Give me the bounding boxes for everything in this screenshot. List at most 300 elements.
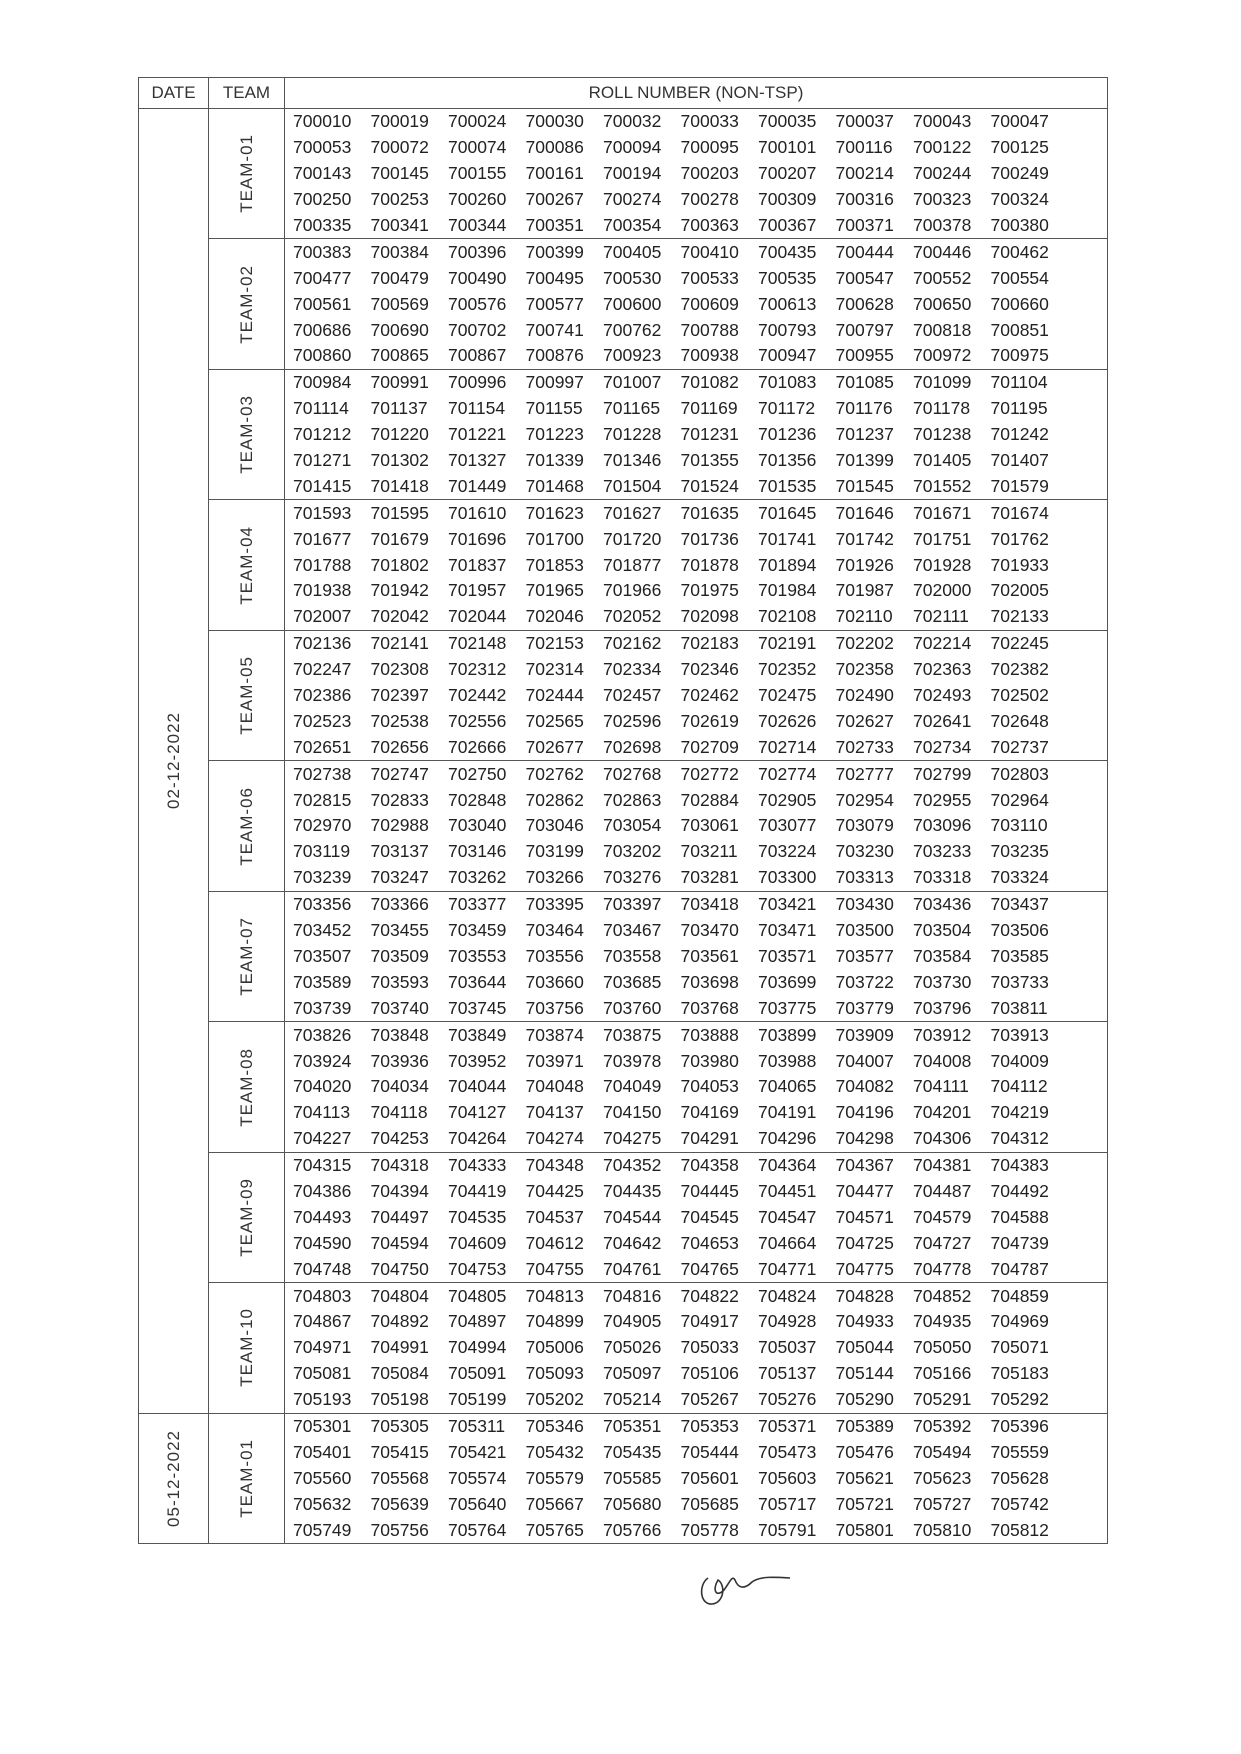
roll-number: 704497 xyxy=(370,1206,429,1227)
roll-number: 704367 xyxy=(835,1155,894,1176)
roll-number: 705435 xyxy=(603,1441,662,1462)
team-label: TEAM-01 xyxy=(236,134,256,214)
roll-number: 703110 xyxy=(990,815,1048,836)
roll-number-row xyxy=(285,891,1108,917)
team-cell xyxy=(209,1413,285,1543)
roll-number: 705091 xyxy=(448,1363,507,1384)
roll-number: 703366 xyxy=(370,894,429,915)
roll-number: 705290 xyxy=(835,1389,894,1410)
roll-number: 703796 xyxy=(913,997,972,1018)
roll-number: 705585 xyxy=(603,1467,662,1488)
roll-number: 703262 xyxy=(448,867,507,888)
table-row xyxy=(139,448,1108,474)
roll-number-row xyxy=(285,1179,1108,1205)
roll-number: 700384 xyxy=(370,241,429,262)
table-row xyxy=(139,1204,1108,1230)
roll-number: 703589 xyxy=(293,971,352,992)
roll-number: 703230 xyxy=(835,841,894,862)
table-row xyxy=(139,1283,1108,1309)
team-label: TEAM-06 xyxy=(236,786,256,866)
roll-number: 700477 xyxy=(293,267,352,288)
roll-number: 704537 xyxy=(525,1206,584,1227)
roll-number: 700116 xyxy=(835,137,893,158)
roll-number: 705050 xyxy=(913,1337,972,1358)
roll-number: 702000 xyxy=(913,580,972,601)
roll-number: 705494 xyxy=(913,1441,972,1462)
roll-number: 705560 xyxy=(293,1467,352,1488)
roll-number: 700552 xyxy=(913,267,972,288)
roll-number: 702799 xyxy=(913,763,972,784)
roll-number: 700354 xyxy=(603,215,662,235)
roll-number: 702442 xyxy=(448,685,507,706)
roll-number: 703313 xyxy=(835,867,894,888)
roll-number: 703978 xyxy=(603,1050,662,1071)
roll-number-row xyxy=(285,1439,1108,1465)
roll-number: 702641 xyxy=(913,710,972,731)
table-row xyxy=(139,1413,1108,1439)
roll-number: 700249 xyxy=(990,163,1049,184)
roll-number: 703644 xyxy=(448,971,507,992)
roll-number: 704917 xyxy=(680,1311,739,1332)
roll-number: 702108 xyxy=(758,606,817,627)
roll-number: 701169 xyxy=(680,398,738,419)
roll-number: 704804 xyxy=(370,1285,429,1306)
roll-number: 704127 xyxy=(448,1102,507,1123)
roll-number-row xyxy=(285,1491,1108,1517)
roll-number: 701627 xyxy=(603,502,662,523)
roll-number: 701339 xyxy=(525,450,584,471)
roll-number: 700033 xyxy=(680,111,739,132)
roll-number: 704594 xyxy=(370,1232,429,1253)
roll-number: 703733 xyxy=(990,971,1049,992)
roll-number: 704765 xyxy=(680,1258,739,1279)
roll-number: 704813 xyxy=(525,1285,584,1306)
roll-number: 701237 xyxy=(835,424,894,445)
roll-number: 704394 xyxy=(370,1180,429,1201)
roll-number: 704318 xyxy=(370,1155,429,1176)
roll-number: 701751 xyxy=(913,528,972,549)
roll-number: 701172 xyxy=(758,398,816,419)
roll-number: 700660 xyxy=(990,293,1049,314)
roll-number: 704435 xyxy=(603,1180,662,1201)
roll-number: 701942 xyxy=(370,580,429,601)
roll-number: 702202 xyxy=(835,633,894,654)
roll-number: 700267 xyxy=(525,189,584,210)
roll-number: 700383 xyxy=(293,241,352,262)
roll-number: 703988 xyxy=(758,1050,817,1071)
roll-number-row xyxy=(285,1361,1108,1387)
roll-number: 703224 xyxy=(758,841,817,862)
roll-number: 701407 xyxy=(990,450,1049,471)
roll-number: 701595 xyxy=(370,502,429,523)
roll-number: 704994 xyxy=(448,1337,507,1358)
roll-number: 704859 xyxy=(990,1285,1049,1306)
team-label: TEAM-03 xyxy=(236,395,256,475)
roll-number: 700260 xyxy=(448,189,507,210)
roll-number: 702762 xyxy=(525,763,584,784)
roll-number: 703464 xyxy=(525,920,584,941)
roll-number: 700074 xyxy=(448,137,507,158)
roll-number: 701957 xyxy=(448,580,507,601)
team-cell xyxy=(209,500,285,630)
roll-number-row xyxy=(285,135,1108,161)
roll-number-row xyxy=(285,578,1108,604)
roll-number: 705444 xyxy=(680,1441,739,1462)
roll-number: 704333 xyxy=(448,1155,507,1176)
roll-number: 704274 xyxy=(525,1128,584,1149)
roll-number: 701104 xyxy=(990,372,1048,393)
table-row xyxy=(139,213,1108,239)
roll-number: 705623 xyxy=(913,1467,972,1488)
roll-number: 701223 xyxy=(525,424,584,445)
roll-number: 704991 xyxy=(370,1337,429,1358)
roll-number: 701700 xyxy=(525,528,584,549)
roll-number-row xyxy=(285,761,1108,787)
roll-number: 703593 xyxy=(370,971,429,992)
roll-number: 703571 xyxy=(758,945,817,966)
table-row xyxy=(139,891,1108,917)
roll-number: 703509 xyxy=(370,945,429,966)
roll-number: 701165 xyxy=(603,398,661,419)
roll-number: 703046 xyxy=(525,815,584,836)
roll-number-row xyxy=(285,1204,1108,1230)
roll-number: 704137 xyxy=(525,1102,584,1123)
roll-number: 700533 xyxy=(680,267,739,288)
roll-number: 701504 xyxy=(603,475,662,496)
roll-number: 702698 xyxy=(603,736,662,757)
roll-number: 701195 xyxy=(990,398,1048,419)
roll-number: 705351 xyxy=(603,1415,662,1436)
roll-number: 700741 xyxy=(525,319,584,340)
roll-number-row xyxy=(285,1256,1108,1282)
roll-number: 702052 xyxy=(603,606,662,627)
roll-number: 702772 xyxy=(680,763,739,784)
roll-number: 705106 xyxy=(680,1363,739,1384)
roll-number-row xyxy=(285,1048,1108,1074)
roll-number: 700991 xyxy=(370,372,429,393)
roll-number: 701966 xyxy=(603,580,662,601)
team-cell xyxy=(209,891,285,1021)
table-row xyxy=(139,135,1108,161)
roll-number: 704298 xyxy=(835,1128,894,1149)
roll-number: 704007 xyxy=(835,1050,894,1071)
roll-number: 702098 xyxy=(680,606,739,627)
roll-number: 702490 xyxy=(835,685,894,706)
roll-number: 704364 xyxy=(758,1155,817,1176)
roll-number: 703239 xyxy=(293,867,352,888)
roll-number: 703504 xyxy=(913,920,972,941)
roll-number: 700690 xyxy=(370,319,429,340)
table-row xyxy=(139,1074,1108,1100)
roll-number: 704451 xyxy=(758,1180,817,1201)
roll-number: 701228 xyxy=(603,424,662,445)
roll-number: 703281 xyxy=(680,867,739,888)
roll-number: 703913 xyxy=(990,1024,1049,1045)
roll-number: 701837 xyxy=(448,554,507,575)
roll-number: 704653 xyxy=(680,1232,739,1253)
roll-number: 703436 xyxy=(913,894,972,915)
roll-number: 701221 xyxy=(448,424,507,445)
roll-number: 705026 xyxy=(603,1337,662,1358)
roll-number: 700613 xyxy=(758,293,817,314)
roll-number: 700155 xyxy=(448,163,507,184)
roll-number: 700161 xyxy=(525,163,584,184)
roll-number-row xyxy=(285,944,1108,970)
roll-number: 704315 xyxy=(293,1155,352,1176)
roll-number: 705371 xyxy=(758,1415,817,1436)
roll-number: 701346 xyxy=(603,450,662,471)
roll-number: 703276 xyxy=(603,867,662,888)
roll-number: 701926 xyxy=(835,554,894,575)
roll-number: 701593 xyxy=(293,502,352,523)
roll-number: 703971 xyxy=(525,1050,584,1071)
roll-number-row xyxy=(285,317,1108,343)
roll-number: 700405 xyxy=(603,241,662,262)
roll-number: 700955 xyxy=(835,345,894,366)
roll-number: 700095 xyxy=(680,137,739,158)
roll-number: 702709 xyxy=(680,736,739,757)
roll-number: 705756 xyxy=(370,1519,429,1540)
roll-number: 705727 xyxy=(913,1493,972,1514)
roll-number: 703356 xyxy=(293,894,352,915)
header-team: TEAM xyxy=(209,78,285,109)
roll-number: 702046 xyxy=(525,606,584,627)
roll-number: 702183 xyxy=(680,633,739,654)
roll-number: 705033 xyxy=(680,1337,739,1358)
roll-number-row xyxy=(285,734,1108,760)
roll-number: 700378 xyxy=(913,215,972,235)
roll-number: 702774 xyxy=(758,763,817,784)
roll-number: 704296 xyxy=(758,1128,817,1149)
roll-number: 701579 xyxy=(990,475,1049,496)
roll-number: 700363 xyxy=(680,215,739,235)
roll-number: 704009 xyxy=(990,1050,1049,1071)
roll-number: 702619 xyxy=(680,710,739,731)
roll-number: 704739 xyxy=(990,1232,1049,1253)
roll-number: 701741 xyxy=(758,528,817,549)
roll-number: 702737 xyxy=(990,736,1049,757)
roll-number: 700984 xyxy=(293,372,352,393)
team-cell xyxy=(209,761,285,891)
roll-number: 705778 xyxy=(680,1519,739,1540)
roll-number: 701610 xyxy=(448,502,507,523)
team-cell xyxy=(209,109,285,239)
roll-number: 701762 xyxy=(990,528,1049,549)
roll-number: 700253 xyxy=(370,189,429,210)
roll-number: 700122 xyxy=(913,137,972,158)
roll-number: 702666 xyxy=(448,736,507,757)
roll-number-row xyxy=(285,369,1108,395)
roll-number-row xyxy=(285,865,1108,891)
roll-number: 700793 xyxy=(758,319,817,340)
table-row xyxy=(139,734,1108,760)
roll-number: 704897 xyxy=(448,1311,507,1332)
roll-number: 700576 xyxy=(448,293,507,314)
date-cell xyxy=(139,109,209,1414)
team-cell xyxy=(209,1022,285,1152)
roll-number: 704065 xyxy=(758,1076,817,1097)
roll-number: 705037 xyxy=(758,1337,817,1358)
roll-number: 701327 xyxy=(448,450,507,471)
table-row xyxy=(139,369,1108,395)
roll-number: 702352 xyxy=(758,659,817,680)
roll-number: 701085 xyxy=(835,372,894,393)
team-label: TEAM-02 xyxy=(236,264,256,344)
roll-number: 702346 xyxy=(680,659,739,680)
roll-number: 704227 xyxy=(293,1128,352,1149)
roll-number: 701674 xyxy=(990,502,1049,523)
roll-number: 700569 xyxy=(370,293,429,314)
roll-number: 701178 xyxy=(913,398,971,419)
roll-number: 701645 xyxy=(758,502,817,523)
roll-number: 700194 xyxy=(603,163,662,184)
roll-number: 704905 xyxy=(603,1311,662,1332)
table-row xyxy=(139,839,1108,865)
roll-number: 702750 xyxy=(448,763,507,784)
table-row xyxy=(139,1022,1108,1048)
roll-number: 705415 xyxy=(370,1441,429,1462)
roll-number: 703888 xyxy=(680,1024,739,1045)
team-label: TEAM-07 xyxy=(236,917,256,996)
roll-number: 702803 xyxy=(990,763,1049,784)
roll-number: 704196 xyxy=(835,1102,894,1123)
roll-number: 703054 xyxy=(603,815,662,836)
roll-number: 704612 xyxy=(525,1232,584,1253)
roll-number: 700309 xyxy=(758,189,817,210)
roll-number: 703452 xyxy=(293,920,352,941)
roll-number: 703848 xyxy=(370,1024,429,1045)
table-row xyxy=(139,787,1108,813)
roll-number: 702815 xyxy=(293,789,352,810)
roll-number: 700686 xyxy=(293,319,352,340)
roll-number: 700125 xyxy=(990,137,1049,158)
roll-number: 705574 xyxy=(448,1467,507,1488)
roll-number: 702556 xyxy=(448,710,507,731)
roll-number: 704049 xyxy=(603,1076,662,1097)
roll-number: 702247 xyxy=(293,659,352,680)
roll-number: 704824 xyxy=(758,1285,817,1306)
roll-number: 705006 xyxy=(525,1337,584,1358)
roll-number: 700344 xyxy=(448,215,507,235)
roll-number: 705628 xyxy=(990,1467,1049,1488)
roll-number: 705791 xyxy=(758,1519,817,1540)
roll-number: 701984 xyxy=(758,580,817,601)
roll-number: 701677 xyxy=(293,528,352,549)
roll-number: 704383 xyxy=(990,1155,1049,1176)
roll-number: 702153 xyxy=(525,633,584,654)
table-row xyxy=(139,161,1108,187)
roll-number: 704201 xyxy=(913,1102,972,1123)
roll-number: 705093 xyxy=(525,1363,584,1384)
roll-number: 702988 xyxy=(370,815,429,836)
roll-number-row xyxy=(285,1335,1108,1361)
roll-number: 705267 xyxy=(680,1389,739,1410)
roll-number: 703760 xyxy=(603,997,662,1018)
roll-number: 701975 xyxy=(680,580,739,601)
roll-number: 702314 xyxy=(525,659,584,680)
roll-number-row xyxy=(285,657,1108,683)
roll-number: 703660 xyxy=(525,971,584,992)
roll-number-row xyxy=(285,1100,1108,1126)
roll-number: 703146 xyxy=(448,841,507,862)
roll-number: 702133 xyxy=(990,606,1049,627)
roll-number: 701236 xyxy=(758,424,817,445)
table-row xyxy=(139,1439,1108,1465)
roll-number: 704571 xyxy=(835,1206,894,1227)
roll-number: 700462 xyxy=(990,241,1049,262)
roll-number: 701114 xyxy=(293,398,349,419)
roll-number: 703558 xyxy=(603,945,662,966)
roll-number: 700876 xyxy=(525,345,584,366)
roll-number-row xyxy=(285,604,1108,630)
roll-number-row xyxy=(285,1230,1108,1256)
roll-number: 704579 xyxy=(913,1206,972,1227)
roll-number: 703577 xyxy=(835,945,894,966)
roll-number: 701355 xyxy=(680,450,739,471)
roll-number: 703467 xyxy=(603,920,662,941)
table-row xyxy=(139,1361,1108,1387)
roll-number: 700650 xyxy=(913,293,972,314)
roll-number: 704477 xyxy=(835,1180,894,1201)
roll-number-row xyxy=(285,473,1108,499)
table-header-row xyxy=(139,78,1108,109)
roll-number: 705346 xyxy=(525,1415,584,1436)
roll-number: 705801 xyxy=(835,1519,894,1540)
roll-number: 700938 xyxy=(680,345,739,366)
roll-number: 702848 xyxy=(448,789,507,810)
roll-number: 705473 xyxy=(758,1441,817,1462)
roll-number-row xyxy=(285,1465,1108,1491)
roll-number: 702308 xyxy=(370,659,429,680)
roll-number: 703912 xyxy=(913,1024,972,1045)
roll-number: 702833 xyxy=(370,789,429,810)
roll-number: 705202 xyxy=(525,1389,584,1410)
roll-number: 703952 xyxy=(448,1050,507,1071)
roll-number: 704748 xyxy=(293,1258,352,1279)
roll-number: 705632 xyxy=(293,1493,352,1514)
roll-number-row xyxy=(285,396,1108,422)
roll-number: 701302 xyxy=(370,450,429,471)
roll-number: 704969 xyxy=(990,1311,1049,1332)
roll-number: 704112 xyxy=(990,1076,1048,1097)
roll-number: 701271 xyxy=(293,450,352,471)
roll-number: 702733 xyxy=(835,736,894,757)
roll-number: 702648 xyxy=(990,710,1049,731)
roll-number: 700851 xyxy=(990,319,1049,340)
roll-number-row xyxy=(285,213,1108,239)
roll-number: 704445 xyxy=(680,1180,739,1201)
table-row xyxy=(139,944,1108,970)
roll-number: 705097 xyxy=(603,1363,662,1384)
roll-number: 703685 xyxy=(603,971,662,992)
roll-number: 702502 xyxy=(990,685,1049,706)
roll-number: 700535 xyxy=(758,267,817,288)
roll-number: 700628 xyxy=(835,293,894,314)
roll-number: 701933 xyxy=(990,554,1049,575)
roll-number: 701877 xyxy=(603,554,662,575)
roll-number: 700399 xyxy=(525,241,584,262)
roll-number: 704775 xyxy=(835,1258,894,1279)
roll-number: 704386 xyxy=(293,1180,352,1201)
roll-number-table xyxy=(138,77,1108,1544)
table-row xyxy=(139,526,1108,552)
roll-number: 702626 xyxy=(758,710,817,731)
table-row xyxy=(139,1491,1108,1517)
roll-number: 705044 xyxy=(835,1337,894,1358)
roll-number: 703137 xyxy=(370,841,429,862)
roll-number: 700865 xyxy=(370,345,429,366)
roll-number: 700032 xyxy=(603,111,662,132)
